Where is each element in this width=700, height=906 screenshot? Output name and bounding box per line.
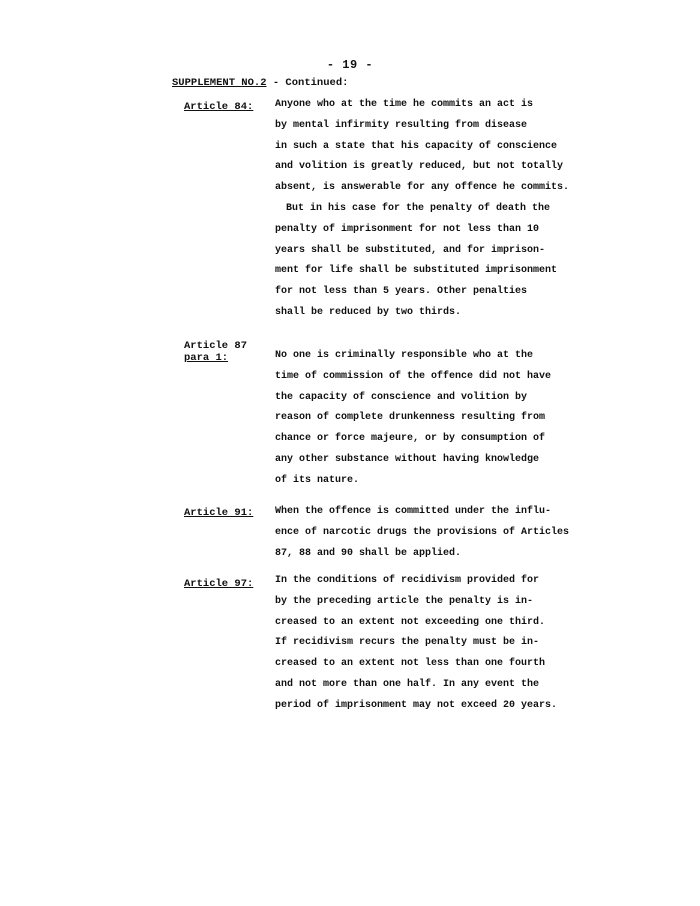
text-line: reason of complete drunkenness resulting from <box>275 412 546 424</box>
text-line: penalty of imprisonment for not less than 10 <box>275 223 540 235</box>
article-84-text <box>275 95 570 324</box>
text-line: 87, 88 and 90 shall be applied. <box>275 547 462 559</box>
supplement-header <box>172 77 348 89</box>
text-line: years shall be substituted, and for imprison- <box>275 244 546 256</box>
supplement-title: SUPPLEMENT NO.2 <box>172 77 267 89</box>
text-line: time of commission of the offence did not have <box>275 370 552 382</box>
article-97-label: Article 97: <box>184 578 254 590</box>
text-line: shall be reduced by two thirds. <box>275 306 462 318</box>
text-line: for not less than 5 years. Other penalties <box>275 286 528 298</box>
text-line: ence of narcotic drugs the provisions of Articles <box>275 526 570 538</box>
text-line: When the offence is committed under the influ- <box>275 506 552 517</box>
text-line: the capacity of conscience and volition by <box>275 391 528 403</box>
text-line: by the preceding article the penalty is in- <box>275 595 534 607</box>
text-line: period of imprisonment may not exceed 20 years. <box>275 699 558 711</box>
article-84-label: Article 84: <box>184 101 254 113</box>
article-87-label-line2: para 1: <box>184 352 229 364</box>
text-line: creased to an extent not less than one fourth <box>275 658 546 670</box>
text-line: If recidivism recurs the penalty must be in- <box>275 637 540 649</box>
text-line: But in his case for the penalty of death the <box>286 202 551 214</box>
text-line: of its nature. <box>275 474 360 486</box>
text-line: by mental infirmity resulting from disease <box>275 119 528 131</box>
text-line: No one is criminally responsible who at the <box>275 350 534 361</box>
text-line: ment for life shall be substituted imprisonment <box>275 265 558 277</box>
article-87-label <box>184 340 247 364</box>
continued-label: - Continued: <box>266 77 349 89</box>
article-87-label-line1: Article 87 <box>184 340 248 352</box>
article-91-label: Article 91: <box>184 507 254 519</box>
text-line: any other substance without having knowledge <box>275 453 540 465</box>
page-number: - 19 - <box>326 58 374 72</box>
text-line: and volition is greatly reduced, but not totally <box>275 161 564 173</box>
article-91-text <box>275 502 570 564</box>
article-97-text <box>275 571 558 717</box>
text-line: absent, is answerable for any offence he commits. <box>275 182 570 194</box>
text-line: and not more than one half. In any event the <box>275 678 540 690</box>
text-line: chance or force majeure, or by consumption of <box>275 433 546 445</box>
text-line: Anyone who at the time he commits an act is <box>275 99 534 110</box>
text-line: in such a state that his capacity of conscience <box>275 140 558 152</box>
article-87-text <box>275 346 552 492</box>
text-line: In the conditions of recidivism provided for <box>275 575 540 586</box>
text-line: creased to an extent not exceeding one third. <box>275 616 546 628</box>
